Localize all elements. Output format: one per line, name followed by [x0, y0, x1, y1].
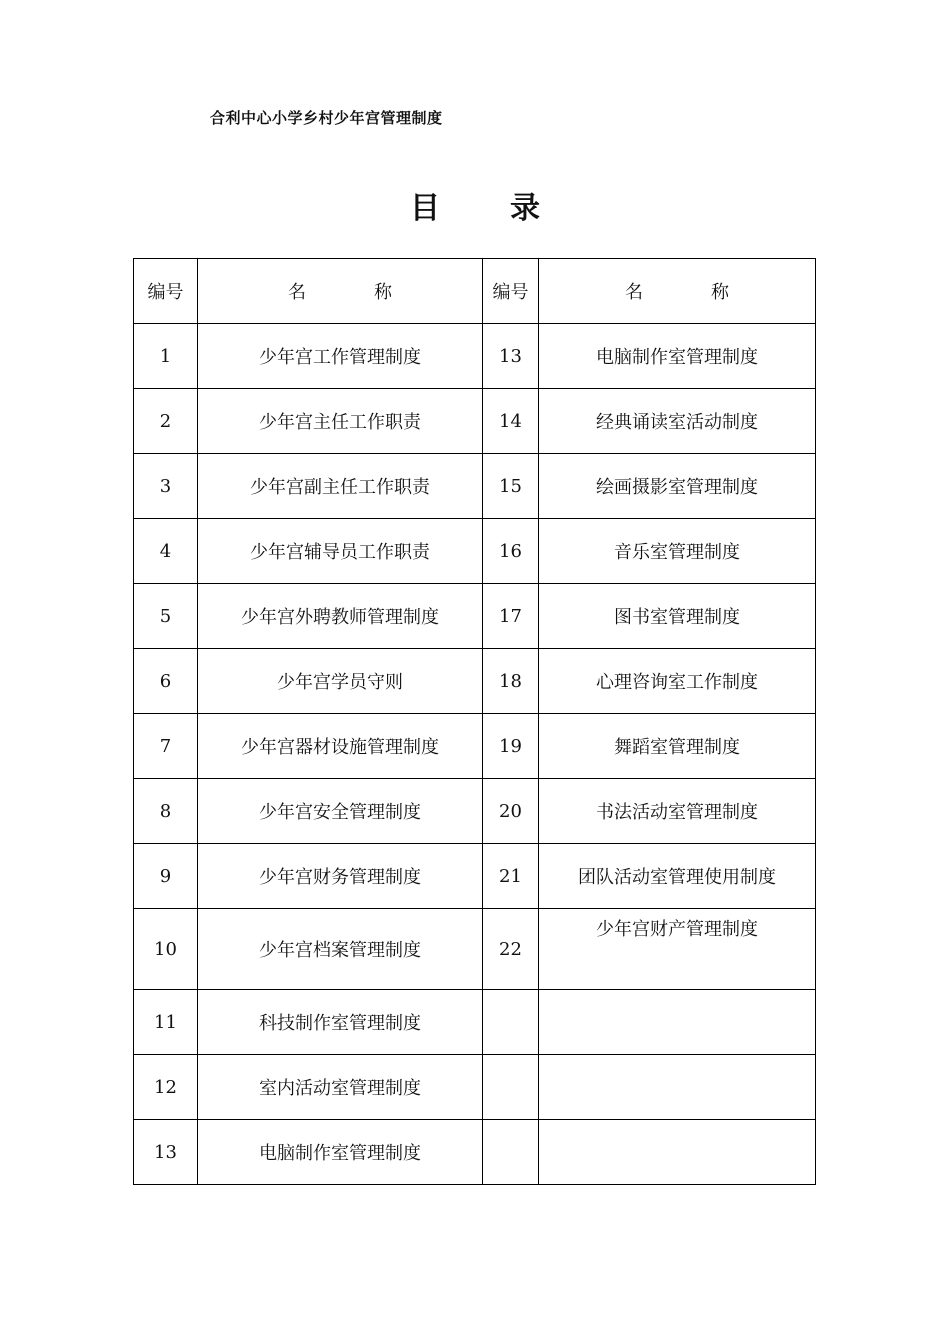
cell-left-no: 10 — [134, 909, 198, 990]
cell-right-no — [483, 1055, 539, 1120]
table-row — [134, 779, 816, 844]
cell-right-no: 19 — [483, 714, 539, 779]
cell-right-name — [539, 1055, 816, 1120]
cell-right-name: 心理咨询室工作制度 — [539, 649, 816, 714]
cell-left-no: 5 — [134, 584, 198, 649]
cell-left-no: 6 — [134, 649, 198, 714]
title-char-right: 录 — [510, 191, 540, 226]
col-header-no-right: 编号 — [483, 259, 539, 324]
page-title — [0, 183, 950, 227]
cell-right-no: 18 — [483, 649, 539, 714]
cell-right-no: 21 — [483, 844, 539, 909]
table-row — [134, 519, 816, 584]
cell-right-no: 13 — [483, 324, 539, 389]
cell-left-no: 8 — [134, 779, 198, 844]
cell-right-name: 团队活动室管理使用制度 — [539, 844, 816, 909]
cell-right-no: 16 — [483, 519, 539, 584]
cell-left-name: 少年宫副主任工作职责 — [198, 454, 483, 519]
cell-left-no: 7 — [134, 714, 198, 779]
cell-right-name: 少年宫财产管理制度 — [539, 909, 816, 990]
cell-left-no: 3 — [134, 454, 198, 519]
title-char-left: 目 — [410, 191, 440, 226]
cell-right-name: 图书室管理制度 — [539, 584, 816, 649]
cell-left-name: 少年宫档案管理制度 — [198, 909, 483, 990]
cell-right-name — [539, 1120, 816, 1185]
cell-right-name — [539, 990, 816, 1055]
cell-left-no: 1 — [134, 324, 198, 389]
table-row — [134, 324, 816, 389]
cell-right-no — [483, 990, 539, 1055]
col-header-name-left-a: 名 — [288, 282, 306, 303]
cell-left-name: 少年宫辅导员工作职责 — [198, 519, 483, 584]
cell-left-name: 少年宫器材设施管理制度 — [198, 714, 483, 779]
col-header-name-left-b: 称 — [374, 282, 392, 303]
table-row — [134, 844, 816, 909]
col-header-name-right — [539, 259, 816, 324]
cell-left-name: 少年宫工作管理制度 — [198, 324, 483, 389]
cell-right-no: 14 — [483, 389, 539, 454]
cell-left-name: 电脑制作室管理制度 — [198, 1120, 483, 1185]
cell-left-name: 少年宫外聘教师管理制度 — [198, 584, 483, 649]
col-header-name-right-b: 称 — [711, 282, 729, 303]
table-header-row — [134, 259, 816, 324]
table-row — [134, 454, 816, 519]
cell-right-name: 舞蹈室管理制度 — [539, 714, 816, 779]
cell-right-name: 电脑制作室管理制度 — [539, 324, 816, 389]
cell-left-name: 少年宫财务管理制度 — [198, 844, 483, 909]
cell-left-name: 少年宫主任工作职责 — [198, 389, 483, 454]
table-row — [134, 584, 816, 649]
cell-right-no: 17 — [483, 584, 539, 649]
cell-left-no: 4 — [134, 519, 198, 584]
col-header-no-left: 编号 — [134, 259, 198, 324]
cell-right-no: 20 — [483, 779, 539, 844]
cell-left-name: 少年宫学员守则 — [198, 649, 483, 714]
cell-left-no: 2 — [134, 389, 198, 454]
table-row — [134, 389, 816, 454]
col-header-name-left — [198, 259, 483, 324]
cell-left-name: 科技制作室管理制度 — [198, 990, 483, 1055]
col-header-name-right-a: 名 — [625, 282, 643, 303]
cell-right-no: 22 — [483, 909, 539, 990]
table-row — [134, 1120, 816, 1185]
cell-right-name: 经典诵读室活动制度 — [539, 389, 816, 454]
table-row — [134, 1055, 816, 1120]
cell-left-no: 11 — [134, 990, 198, 1055]
cell-left-no: 9 — [134, 844, 198, 909]
cell-left-name: 室内活动室管理制度 — [198, 1055, 483, 1120]
table-row — [134, 909, 816, 990]
table-row — [134, 990, 816, 1055]
cell-right-name: 绘画摄影室管理制度 — [539, 454, 816, 519]
cell-right-no: 15 — [483, 454, 539, 519]
cell-right-no — [483, 1120, 539, 1185]
table-row — [134, 714, 816, 779]
cell-left-name: 少年宫安全管理制度 — [198, 779, 483, 844]
document-header: 合利中心小学乡村少年宫管理制度 — [210, 109, 443, 127]
cell-left-no: 12 — [134, 1055, 198, 1120]
table-row — [134, 649, 816, 714]
cell-left-no: 13 — [134, 1120, 198, 1185]
cell-right-name: 音乐室管理制度 — [539, 519, 816, 584]
cell-right-name: 书法活动室管理制度 — [539, 779, 816, 844]
toc-table — [133, 258, 816, 1185]
